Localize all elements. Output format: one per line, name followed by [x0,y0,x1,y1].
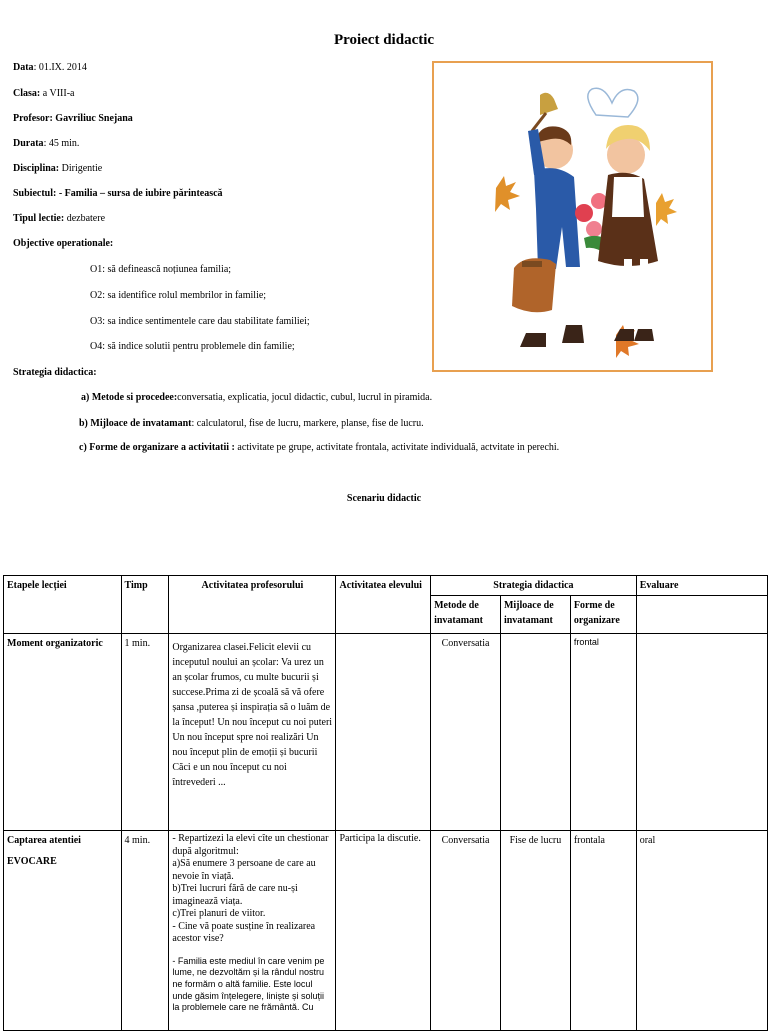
row-stage: Moment organizatoric [4,634,122,831]
document-title: Proiect didactic [333,32,435,48]
row-time: 4 min. [121,831,169,1031]
row-methods: Conversatia [431,831,501,1031]
field-subject: Subiectul: - Familia – sursa de iubire părintească [13,188,223,199]
objective-o4: O4: să indice solutii pentru problemele din familie; [90,341,295,352]
field-teacher: Profesor: Gavriliuc Snejana [13,113,133,124]
row-methods: Conversatia [431,634,501,831]
header-evaluation-empty [636,596,767,634]
field-discipline: Disciplina: Dirigentie [13,163,103,174]
field-date: Data: 01.IX. 2014 [13,62,87,73]
row-teacher-activity: - Repartizezi la elevi cîte un chestionar după algoritmul: a)Să enumere 3 persoane de care au nevoie în viață. b)Trei lucruri fără de care nu-și imaginează viața. c)Trei planuri de viitor. - Cine vă poate susține în realizarea acestor vise? - Familia este mediul în care venim pe lume, ne dezvoltăm și la rândul nostru ne formăm o altă familie. Este locul unde găsim înțelegere, liniște și soluții la problemele care ne frământă. Cu [169,831,336,1031]
header-forms: Forme de organizare [570,596,636,634]
header-teacher-activity: Activitatea profesorului [169,576,336,634]
header-evaluation: Evaluare [636,576,767,596]
objective-o2: O2: sa identifice rolul membrilor in familie; [90,290,267,301]
strategy-methods: a) Metode si procedee:conversatia, explicatia, jocul didactic, cubul, lucrul in piramida. [81,392,433,403]
lesson-plan-table [3,575,768,1031]
row-forms: frontala [570,831,636,1031]
header-strategy: Strategia didactica [431,576,637,596]
scenario-title: Scenariu didactic [346,493,422,504]
header-time: Timp [121,576,169,634]
header-student-activity: Activitatea elevului [336,576,431,634]
row-stage: Captarea atentiei EVOCARE [4,831,122,1031]
row-means: Fise de lucru [500,831,570,1031]
row-means [500,634,570,831]
header-means: Mijloace de invatamant [500,596,570,634]
row-student-activity [336,634,431,831]
row-student-activity: Participa la discutie. [336,831,431,1031]
row-teacher-activity: Organizarea clasei.Felicit elevii cu inceputul noului an școlar: Va urez un an școlar frumos, cu multe bucurii și succese.Prima zi de școală să vă ofere șansa ,puterea și inspirația să o luăm de la început! Un nou început cu noi puteri Un nou început spre noi realizări Un nou început plin de emoții și bucurii Căci e un nou început cu noi întrevederi ... [169,634,336,831]
table-row [4,831,768,1031]
field-objectives: Objective operationale: [13,238,114,249]
objective-o1: O1: să definească noțiunea familia; [90,264,232,275]
field-class: Clasa: a VIII-a [13,88,75,99]
header-stages: Etapele lecției [4,576,122,634]
objective-o3: O3: sa indice sentimentele care dau stabilitate familiei; [90,316,310,327]
table-row [4,634,768,831]
row-evaluation: oral [636,831,767,1031]
field-lesson-type: Tipul lectie: dezbatere [13,213,106,224]
row-forms: frontal [570,634,636,831]
strategy-forms: c) Forme de organizare a activitatii : activitate pe grupe, activitate frontala, activitate individuală, actvitate in perechi. [79,442,560,453]
row-evaluation [636,634,767,831]
strategy-means: b) Mijloace de invatamant: calculatorul, fise de lucru, markere, planse, fise de lucru. [79,418,424,429]
header-methods: Metode de invatamant [431,596,501,634]
strategy-heading: Strategia didactica: [13,367,97,378]
school-children-illustration [432,61,713,372]
field-duration: Durata: 45 min. [13,138,80,149]
row-time: 1 min. [121,634,169,831]
